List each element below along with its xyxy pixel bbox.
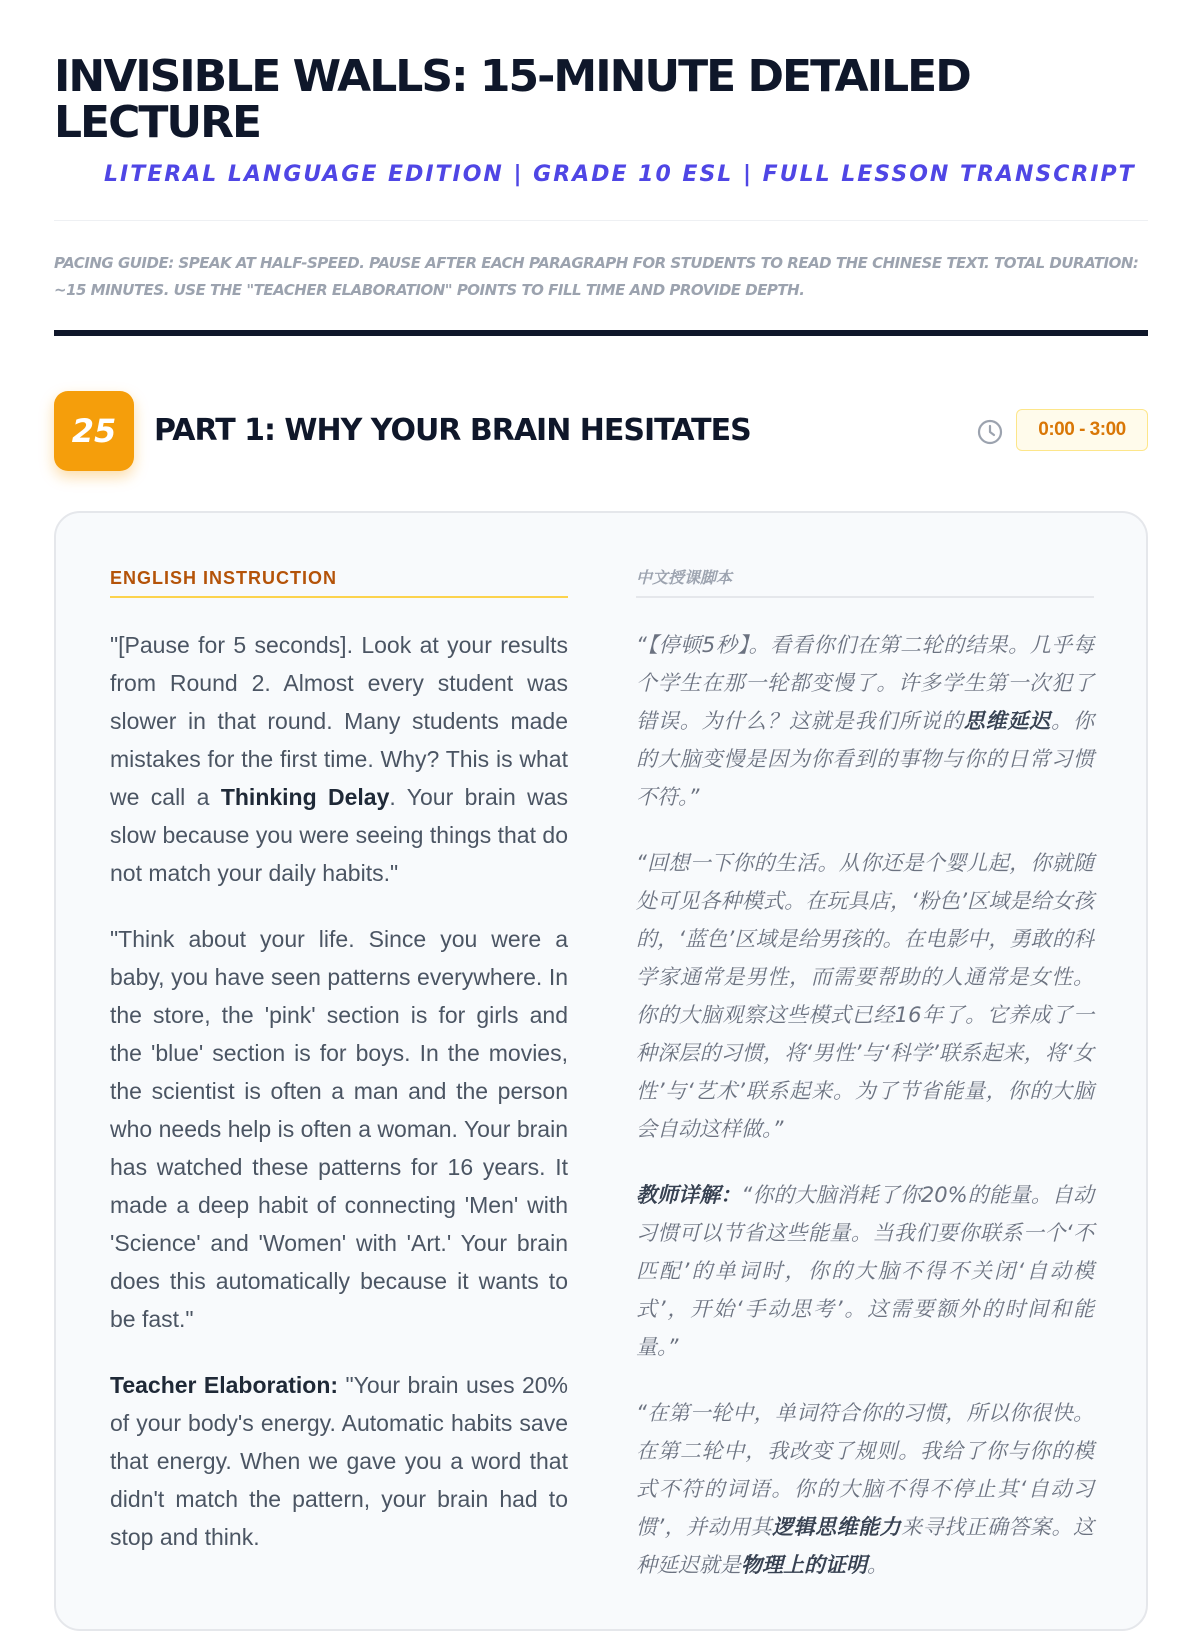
chinese-label: 中文授课脚本 [636,568,1094,598]
chinese-paragraph-2: “回想一下你的生活。从你还是个婴儿起，你就随处可见各种模式。在玩具店，‘粉色’区域是给女孩的，‘蓝色’区域是给男孩的。在电影中，勇敢的科学家通常是男性，而需要帮助的人通常是女性。你的大脑观察这些模式已经16年了。它养成了一种深层的习惯，将‘男性’与‘科学’联系起来，将‘女性’与‘艺术’联系起来。为了节省能量，你的大脑会自动这样做。” [636,851,1094,1141]
english-column [110,568,568,1556]
chinese-term-proof: 物理上的证明 [741,1553,867,1577]
english-term-thinking-delay: Thinking Delay [220,784,390,810]
part-title: PART 1: WHY YOUR BRAIN HESITATES [154,413,751,448]
english-paragraph-3 [110,1366,568,1556]
section-divider [54,330,1148,336]
english-paragraph-1 [110,626,568,892]
chinese-paragraph-4 [636,1394,1094,1584]
english-text: "[Pause for 5 seconds]. Look at your results from Round 2. Almost every student was slower in that round. Many students made mistakes for the first time. Why? This is what we call a [110,632,568,810]
chinese-text: 来寻找正确答案。这种延迟就是 [636,1515,1095,1577]
chinese-text: 。 [867,1553,888,1577]
chinese-text: “【停顿5秒】。看看你们在第二轮的结果。几乎每个学生在那一轮都变慢了。许多学生第一次犯了错误。为什么？这就是我们所说的 [636,633,1094,733]
chinese-paragraph-1 [636,626,1094,816]
clock-icon [976,418,1004,446]
english-elaboration-label: Teacher Elaboration: [110,1372,339,1398]
time-range-badge: 0:00 - 3:00 [1016,409,1148,451]
english-label: ENGLISH INSTRUCTION [110,568,568,598]
header-divider [54,220,1148,221]
english-paragraph-2: "Think about your life. Since you were a baby, you have seen patterns everywhere. In the store, the 'pink' section is for girls and the 'blue' section is for boys. In the movies, the scientist is often a man and the person who needs help is often a woman. Your brain has watched these patterns for 16 years. It made a deep habit of connecting 'Men' with 'Science' and 'Women' with 'Art.' Your brain does this automatically because it wants to be fast." [110,926,568,1332]
chinese-column [636,568,1094,1584]
chinese-paragraph-3 [636,1176,1094,1366]
chinese-text: 。你的大脑变慢是因为你看到的事物与你的日常习惯不符。” [636,709,1095,809]
english-text: . Your brain was slow because you were seeing things that do not match your daily habits." [110,784,569,886]
lesson-card [54,511,1148,1631]
chinese-term-logic: 逻辑思维能力 [772,1515,902,1539]
chinese-term-thinking-delay: 思维延迟 [963,709,1052,733]
part-number-badge: 25 [54,391,134,471]
english-text: "Your brain uses 20% of your body's energy. Automatic habits save that energy. When we gave you a word that didn't match the pattern, your brain had to stop and think. [110,1372,568,1550]
page-title: INVISIBLE WALLS: 15-MINUTE DETAILED LECTURE [54,51,970,148]
chinese-text: “你的大脑消耗了你20%的能量。自动习惯可以节省这些能量。当我们要你联系一个‘不匹配’的单词时，你的大脑不得不关闭‘自动模式’，开始‘手动思考’。这需要额外的时间和能量。” [636,1183,1094,1359]
chinese-elaboration-label: 教师详解： [636,1183,742,1207]
pacing-guide: PACING GUIDE: SPEAK AT HALF-SPEED. PAUSE AFTER EACH PARAGRAPH FOR STUDENTS TO READ THE CHINESE TEXT. TOTAL DURATION: ~15 MINUTES. USE THE "TEACHER ELABORATION" POINTS TO FILL TIME AND PROVIDE DEPTH. [54,254,1139,299]
chinese-text: “在第一轮中，单词符合你的习惯，所以你很快。在第二轮中，我改变了规则。我给了你与你的模式不符的词语。你的大脑不得不停止其‘自动习惯’，并动用其 [636,1401,1094,1539]
page-subtitle: LITERAL LANGUAGE EDITION | GRADE 10 ESL | FULL LESSON TRANSCRIPT [104,162,1136,187]
